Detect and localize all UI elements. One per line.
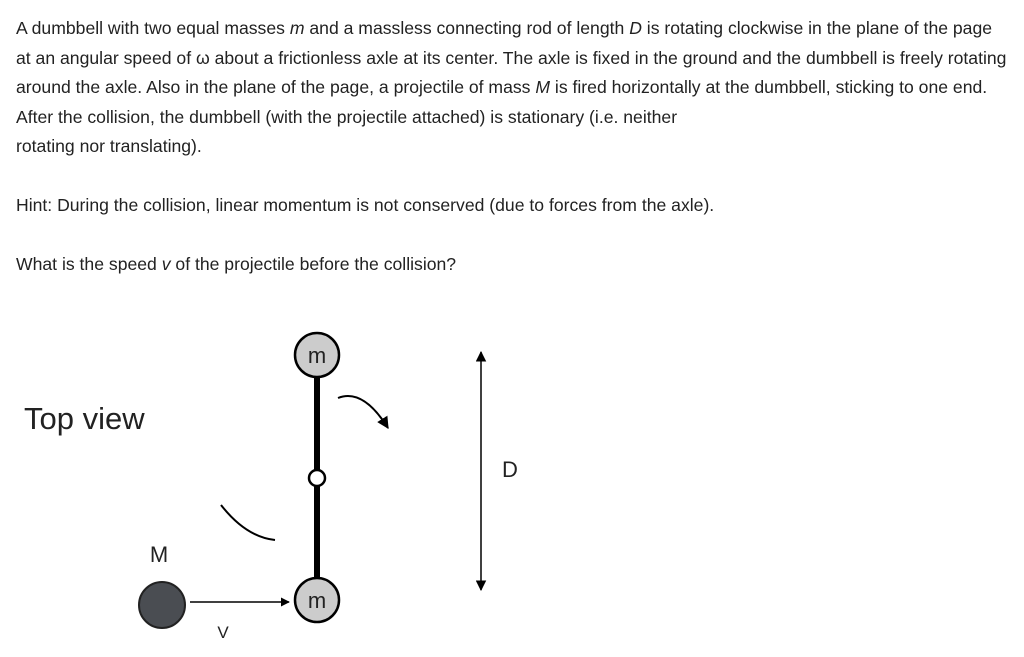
hint-text: Hint: During the collision, linear momentum is not conserved (due to forces from the axle). [16, 195, 715, 215]
top-mass-label: m [307, 343, 327, 368]
question-text: What is the speed v of the projectile before the collision? [16, 254, 457, 274]
rotation-arc [221, 505, 275, 540]
dumbbell-figure [18, 322, 524, 642]
axle-pivot [309, 470, 325, 486]
velocity-label: V [217, 623, 229, 642]
rotation-arrow-icon [338, 396, 388, 428]
projectile-ball [139, 582, 185, 628]
problem-text [16, 14, 1011, 280]
length-label: D [502, 457, 518, 482]
top-view-label: Top view [24, 401, 145, 436]
projectile-mass-label: M [149, 542, 169, 567]
bottom-mass-label: m [307, 588, 327, 613]
problem-statement: A dumbbell with two equal masses m and a massless connecting rod of length D is rotating clockwise in the plane of the page at an angular speed of ω about a frictionless axle at its center. The axle is fixed in the ground and the dumbbell is freely rotating around the axle. Also in the plane of the page, a projectile of mass M is fired horizontally at the dumbbell, sticking to one end. After the collision, the dumbbell (with the projectile attached) is stationary (i.e. neither rotating nor translating). [16, 18, 1007, 156]
